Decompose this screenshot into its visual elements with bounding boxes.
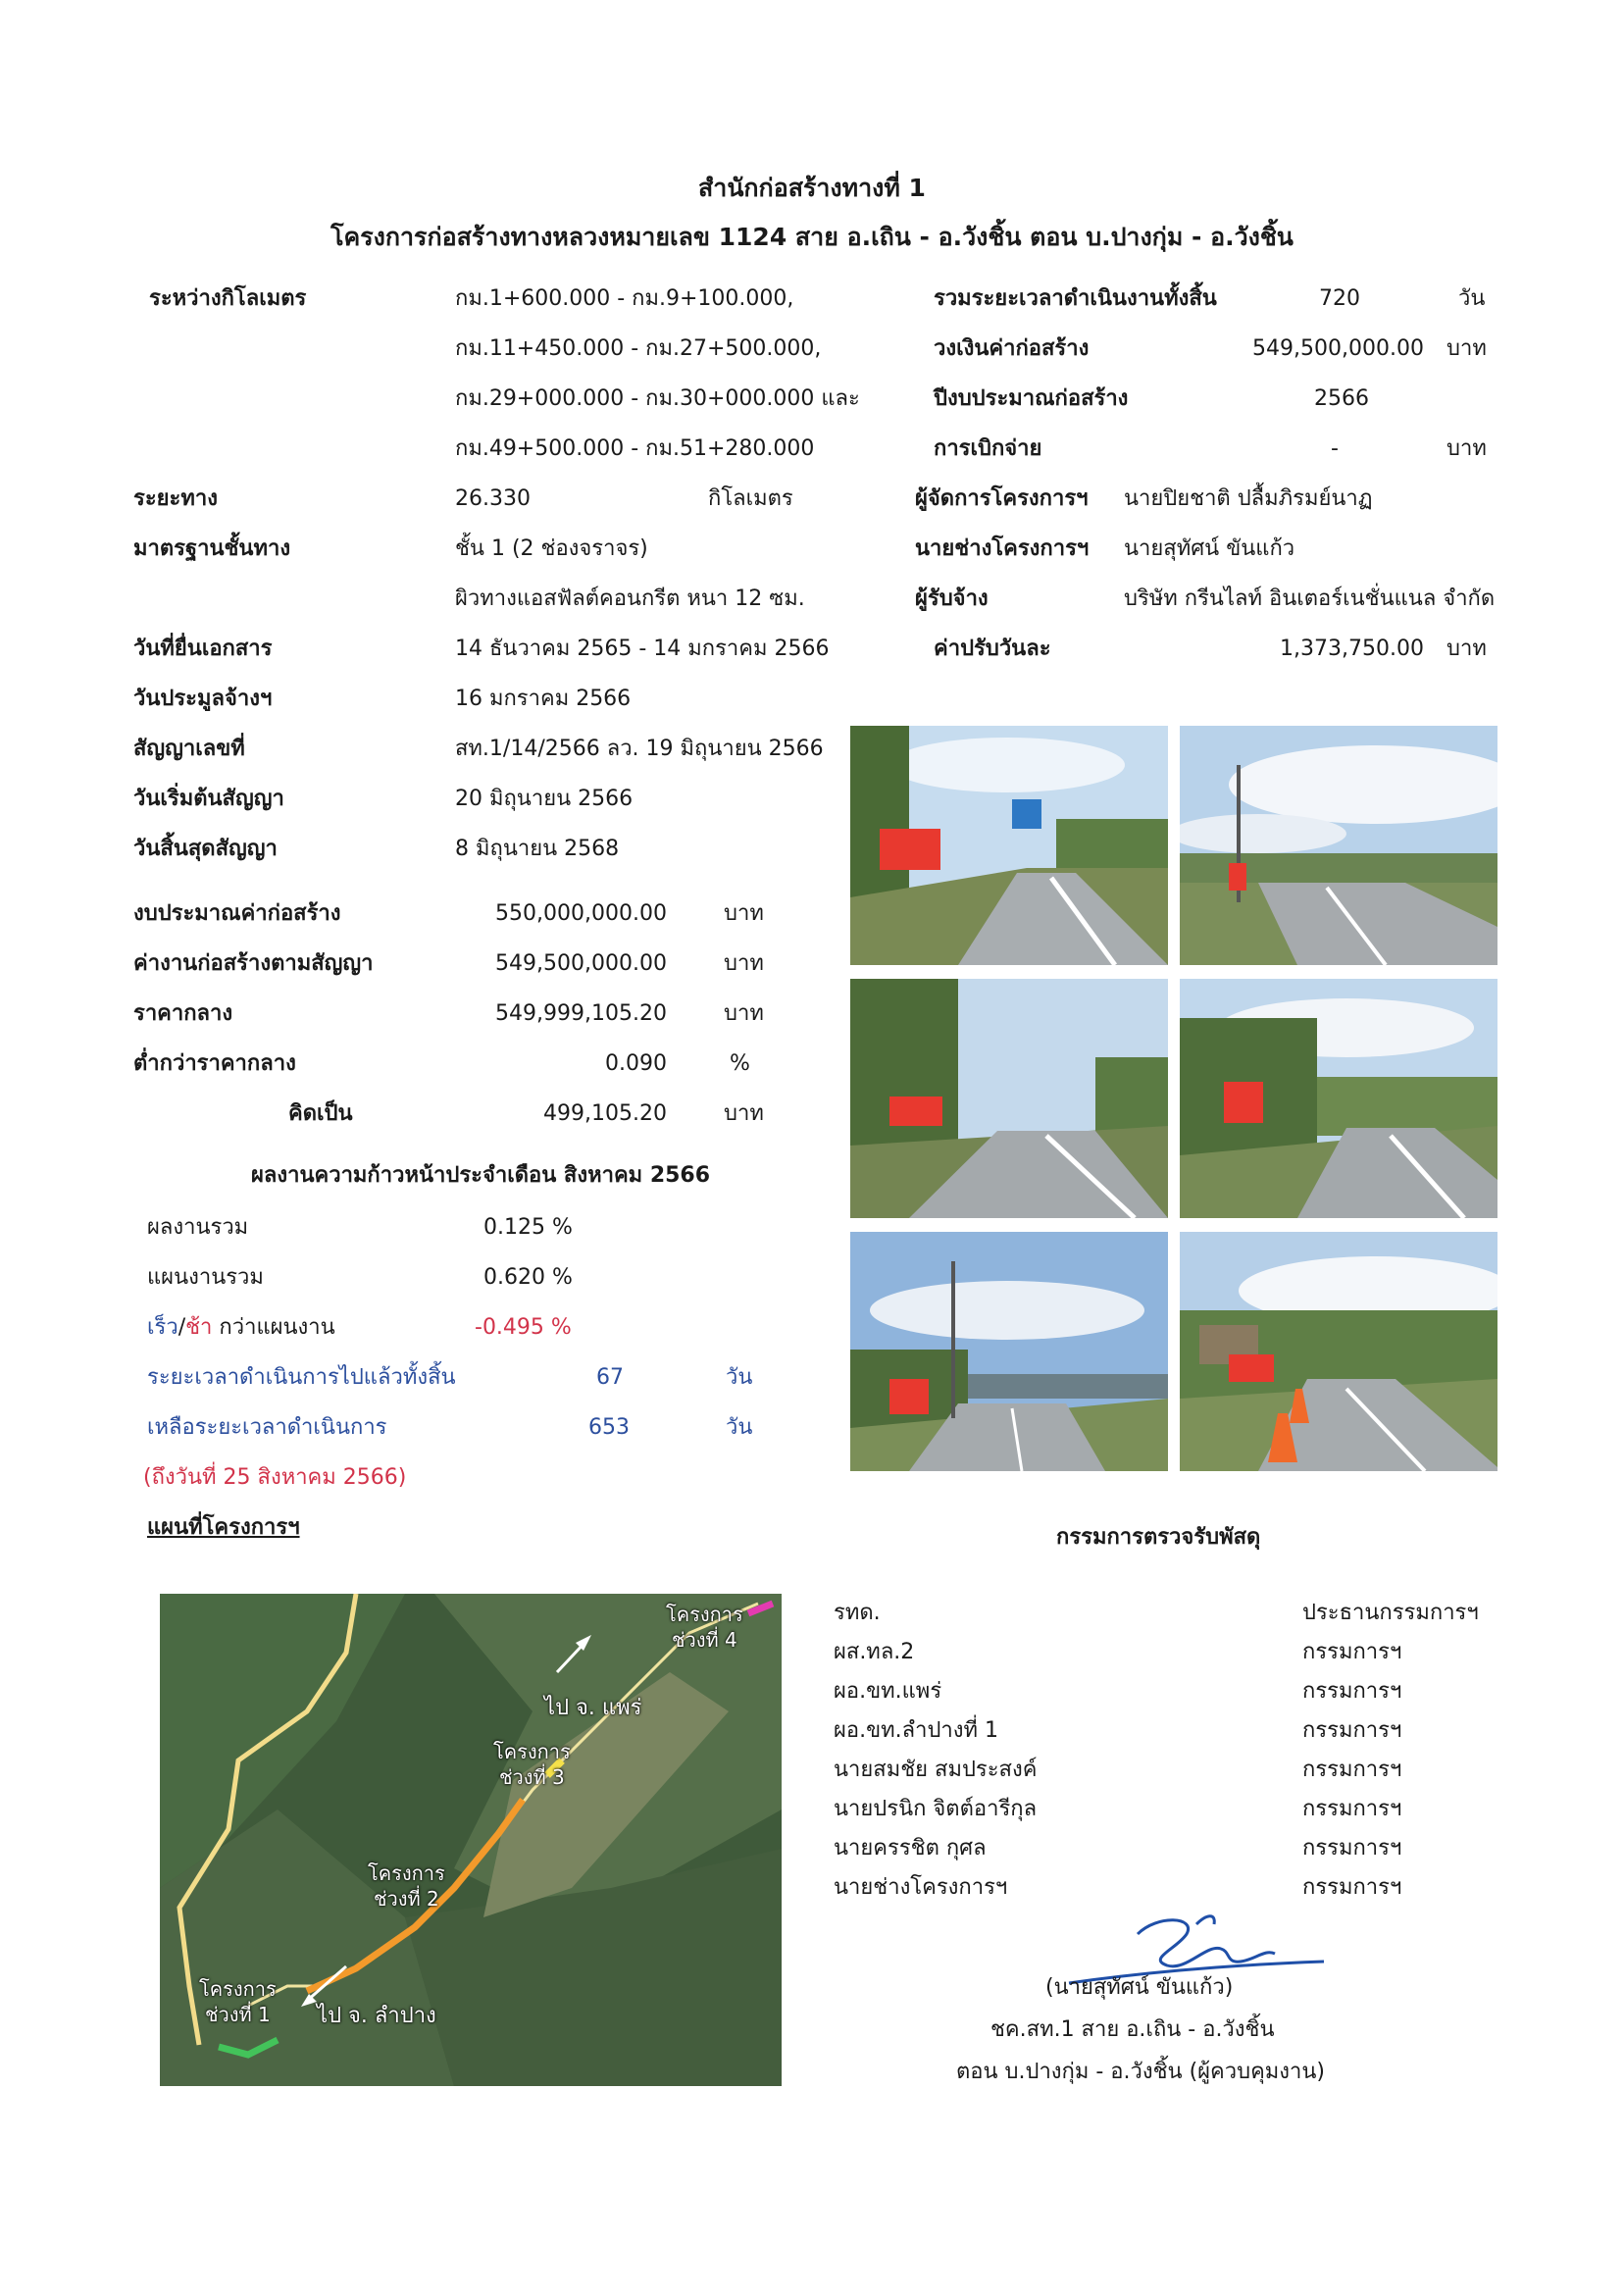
map-title: แผนที่โครงการฯ: [147, 1515, 300, 1540]
committee-member-name: นายปรนิก จิตต์อารีกุล: [834, 1797, 1038, 1821]
committee-member-role: กรรมการฯ: [1302, 1758, 1402, 1782]
engineer-label: นายช่างโครงการฯ: [915, 536, 1090, 561]
site-photo: [1180, 726, 1497, 965]
project-title: โครงการก่อสร้างทางหลวงหมายเลข 1124 สาย อ.เถิน - อ.วังชิ้น ตอน บ.ปางกุ่ม - อ.วังชิ้น: [330, 223, 1294, 251]
fiscal-label: ปีงบประมาณก่อสร้าง: [934, 386, 1129, 411]
budget-value: 549,500,000.00: [1252, 336, 1424, 361]
road-photo-image: [850, 726, 1168, 965]
distance-label: ระยะทาง: [133, 486, 218, 511]
budget-row-unit: บาท: [724, 901, 764, 926]
vs-plan-row: [147, 1313, 335, 1343]
plan-label: แผนงานรวม: [147, 1265, 264, 1290]
site-photo: [850, 726, 1168, 965]
actual-value: 0.125 %: [483, 1215, 573, 1240]
fine-unit: บาท: [1446, 637, 1487, 661]
budget-row-unit: บาท: [724, 1101, 764, 1126]
duration-value: 720: [1319, 286, 1360, 311]
submit-label: วันที่ยื่นเอกสาร: [133, 637, 273, 661]
budget-row-unit: บาท: [724, 951, 764, 976]
map-label-to-phrae: ไป จ. แพร่: [544, 1696, 642, 1720]
end-value: 8 มิถุนายน 2568: [455, 837, 620, 861]
road-photo-image: [1180, 979, 1497, 1218]
committee-member-role: ประธานกรรมการฯ: [1302, 1601, 1479, 1625]
fine-value: 1,373,750.00: [1280, 637, 1424, 661]
signer-name: (นายสุทัศน์ ขันแก้ว): [1045, 1975, 1234, 2000]
committee-member-role: กรรมการฯ: [1302, 1640, 1402, 1664]
surface-value: ผิวทางแอสฟัลต์คอนกรีต หนา 12 ซม.: [455, 586, 805, 611]
fiscal-value: 2566: [1314, 386, 1369, 411]
progress-title: ผลงานความก้าวหน้าประจำเดือน สิงหาคม 2566: [251, 1163, 711, 1188]
duration-unit: วัน: [1458, 286, 1486, 311]
budget-row-label: งบประมาณค่าก่อสร้าง: [133, 901, 341, 926]
committee-member-role: กรรมการฯ: [1302, 1679, 1402, 1704]
km-line: กม.1+600.000 - กม.9+100.000,: [455, 286, 794, 311]
signer-position-line1: ชค.สท.1 สาย อ.เถิน - อ.วังชิ้น: [990, 2017, 1275, 2042]
remaining-value: 653: [588, 1415, 630, 1440]
contractor-label: ผู้รับจ้าง: [915, 586, 989, 611]
map-label-text: โครงการ ช่วงที่ 2: [368, 1861, 445, 1911]
start-value: 20 มิถุนายน 2566: [455, 787, 634, 811]
budget-label: วงเงินค่าก่อสร้าง: [934, 336, 1090, 361]
map-label-segment-2: [368, 1861, 445, 1912]
auction-label: วันประมูลจ้างฯ: [133, 687, 273, 711]
committee-member-name: รทด.: [834, 1601, 881, 1625]
diff-value: -0.495 %: [475, 1315, 572, 1340]
km-label: ระหว่างกิโลเมตร: [149, 286, 307, 311]
committee-member-role: กรรมการฯ: [1302, 1797, 1402, 1821]
committee-title: กรรมการตรวจรับพัสดุ: [1056, 1525, 1261, 1550]
site-photo: [1180, 979, 1497, 1218]
road-photo-image: [850, 979, 1168, 1218]
map-label-text: โครงการ ช่วงที่ 4: [666, 1603, 743, 1652]
km-line: กม.49+500.000 - กม.51+280.000: [455, 436, 815, 461]
manager-label: ผู้จัดการโครงการฯ: [915, 486, 1089, 511]
committee-member-role: กรรมการฯ: [1302, 1718, 1402, 1743]
auction-value: 16 มกราคม 2566: [455, 687, 632, 711]
actual-label: ผลงานรวม: [147, 1215, 249, 1240]
road-photo-image: [1180, 1232, 1497, 1471]
plan-value: 0.620 %: [483, 1265, 573, 1290]
fine-label: ค่าปรับวันละ: [934, 637, 1051, 661]
road-photo-image: [850, 1232, 1168, 1471]
contractor-value: บริษัท กรีนไลท์ อินเตอร์เนชั่นแนล จำกัด: [1124, 586, 1496, 611]
standard-value: ชั้น 1 (2 ช่องจราจร): [455, 536, 648, 561]
budget-row-unit: %: [730, 1051, 750, 1076]
km-line: กม.29+000.000 - กม.30+000.000 และ: [455, 386, 860, 411]
signer-position-line2: ตอน บ.ปางกุ่ม - อ.วังชิ้น (ผู้ควบคุมงาน): [956, 2060, 1326, 2084]
elapsed-value: 67: [596, 1365, 624, 1390]
slow-label: ช้า: [185, 1315, 213, 1340]
map-label-segment-3: [493, 1739, 571, 1790]
map-label-segment-4: [666, 1602, 743, 1653]
contract-label: สัญญาเลขที่: [133, 737, 245, 761]
elapsed-unit: วัน: [726, 1365, 753, 1390]
submit-value: 14 ธันวาคม 2565 - 14 มกราคม 2566: [455, 637, 830, 661]
end-label: วันสิ้นสุดสัญญา: [133, 837, 278, 861]
remaining-label: เหลือระยะเวลาดำเนินการ: [147, 1415, 387, 1440]
budget-row-value: 499,105.20: [543, 1101, 667, 1126]
committee-member-name: ผอ.ขท.แพร่: [834, 1679, 942, 1704]
start-label: วันเริ่มต้นสัญญา: [133, 787, 284, 811]
budget-row-value: 0.090: [605, 1051, 667, 1076]
committee-member-role: กรรมการฯ: [1302, 1875, 1402, 1900]
committee-member-name: ผอ.ขท.ลำปางที่ 1: [834, 1718, 999, 1743]
committee-member-name: นายครรชิต กุศล: [834, 1836, 987, 1861]
site-photo: [850, 979, 1168, 1218]
budget-row-value: 550,000,000.00: [495, 901, 667, 926]
committee-member-role: กรรมการฯ: [1302, 1836, 1402, 1861]
km-line: กม.11+450.000 - กม.27+500.000,: [455, 336, 822, 361]
disburse-unit: บาท: [1446, 436, 1487, 461]
slash: /: [178, 1315, 186, 1340]
elapsed-label: ระยะเวลาดำเนินการไปแล้วทั้งสิ้น: [147, 1365, 456, 1390]
budget-row-label: คิดเป็น: [288, 1101, 353, 1126]
committee-member-name: นายช่างโครงการฯ: [834, 1875, 1008, 1900]
vs-plan-label: กว่าแผนงาน: [219, 1315, 335, 1340]
budget-row-label: ต่ำกว่าราคากลาง: [133, 1051, 296, 1076]
site-photo: [850, 1232, 1168, 1471]
budget-unit: บาท: [1446, 336, 1487, 361]
duration-label: รวมระยะเวลาดำเนินงานทั้งสิ้น: [934, 286, 1217, 311]
road-photo-image: [1180, 726, 1497, 965]
engineer-value: นายสุทัศน์ ขันแก้ว: [1124, 536, 1295, 561]
fast-label: เร็ว: [147, 1315, 178, 1340]
budget-row-value: 549,999,105.20: [495, 1001, 667, 1026]
manager-value: นายปิยชาติ ปลื้มภิรมย์นาฏ: [1124, 486, 1373, 511]
remaining-unit: วัน: [726, 1415, 753, 1440]
map-label-text: โครงการ ช่วงที่ 3: [493, 1740, 571, 1789]
as-of-date: (ถึงวันที่ 25 สิงหาคม 2566): [143, 1465, 407, 1490]
site-photo: [1180, 1232, 1497, 1471]
committee-member-name: ผส.ทล.2: [834, 1640, 915, 1664]
map-label-segment-1: [199, 1976, 277, 2027]
distance-unit: กิโลเมตร: [708, 486, 793, 511]
budget-row-label: ราคากลาง: [133, 1001, 233, 1026]
map-label-text: โครงการ ช่วงที่ 1: [199, 1977, 277, 2026]
project-map: [160, 1594, 782, 2086]
contract-value: สท.1/14/2566 ลว. 19 มิถุนายน 2566: [455, 737, 824, 761]
budget-row-value: 549,500,000.00: [495, 951, 667, 976]
disburse-value: -: [1331, 436, 1339, 461]
committee-member-name: นายสมชัย สมประสงค์: [834, 1758, 1038, 1782]
budget-row-unit: บาท: [724, 1001, 764, 1026]
map-label-to-lampang: ไป จ. ลำปาง: [317, 2004, 436, 2028]
distance-value: 26.330: [455, 486, 531, 511]
standard-label: มาตรฐานชั้นทาง: [133, 536, 291, 561]
office-title: สำนักก่อสร้างทางที่ 1: [698, 174, 926, 202]
disburse-label: การเบิกจ่าย: [934, 436, 1042, 461]
budget-row-label: ค่างานก่อสร้างตามสัญญา: [133, 951, 374, 976]
